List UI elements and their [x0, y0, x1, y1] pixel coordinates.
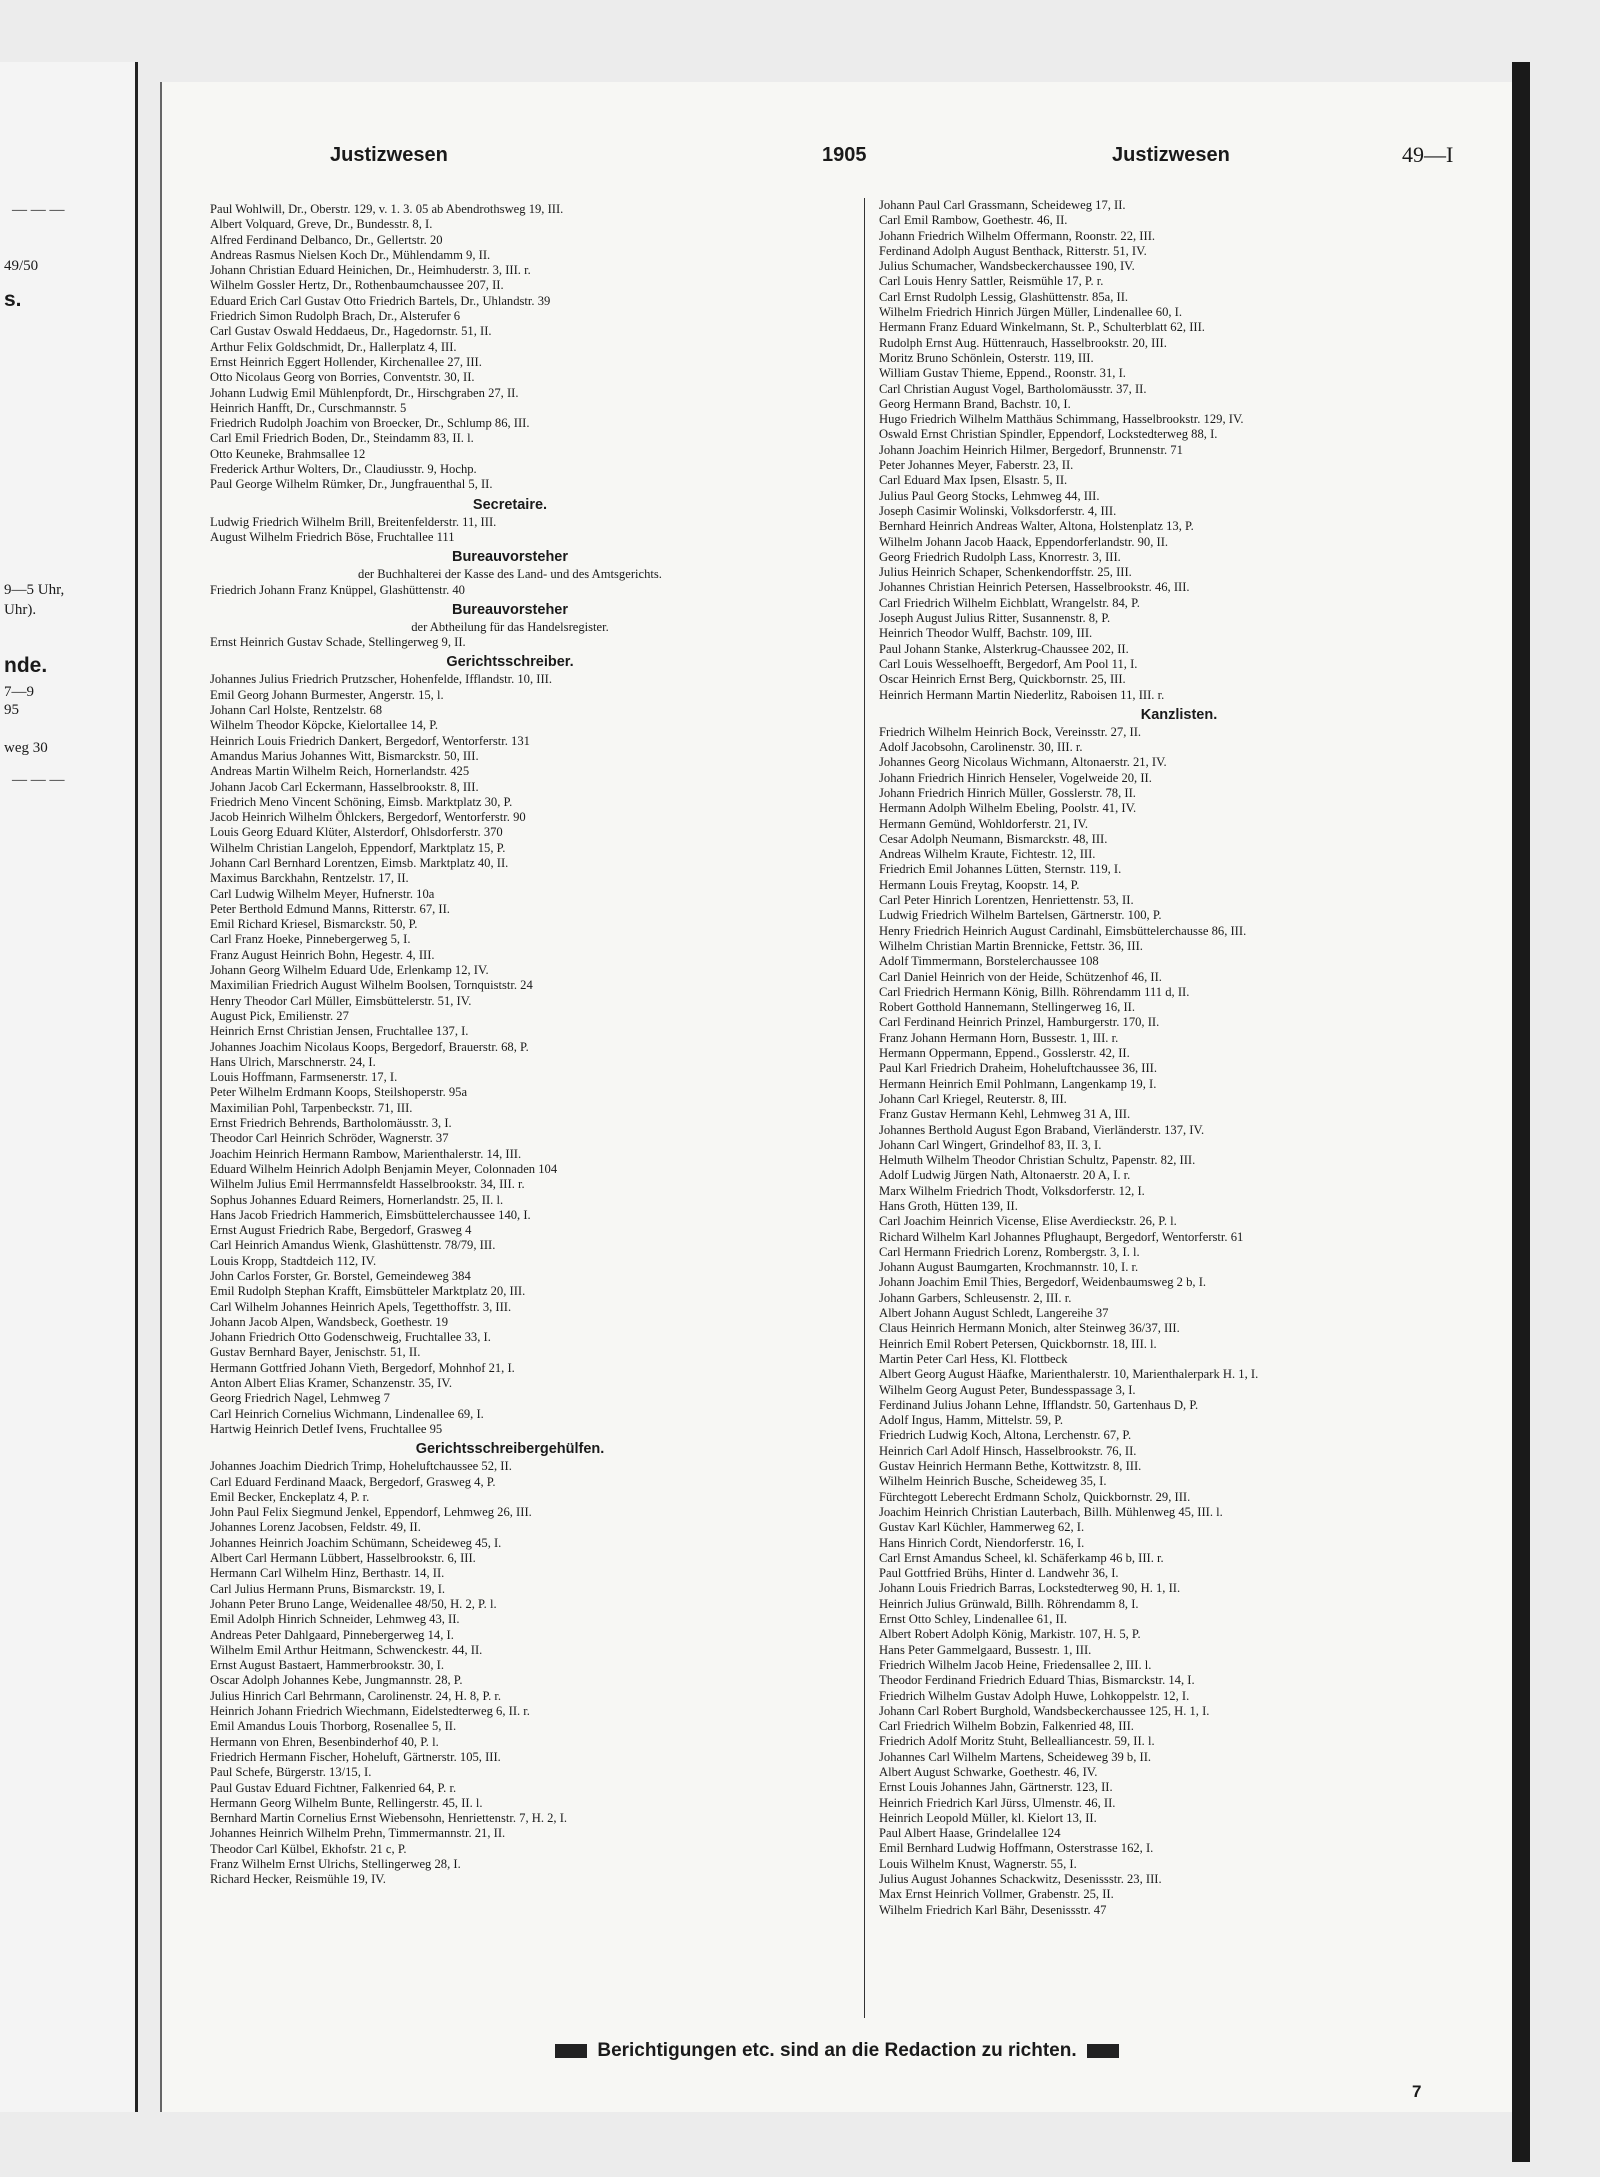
directory-entry: Gustav Bernhard Bayer, Jenischstr. 51, II.: [210, 1345, 421, 1360]
footer-text: Berichtigungen etc. sind an die Redaction zu richten.: [597, 2040, 1077, 2061]
directory-entry: Henry Friedrich Heinrich August Cardinahl, Eimsbüttelerchausse 86, III.: [879, 923, 1247, 938]
directory-entry: Eduard Erich Carl Gustav Otto Friedrich Bartels, Dr., Uhlandstr. 39: [210, 293, 551, 308]
directory-entry: Andreas Martin Wilhelm Reich, Hornerlandstr. 425: [210, 764, 470, 779]
directory-entry: Wilhelm Christian Martin Brennicke, Fettstr. 36, III.: [879, 938, 1143, 953]
directory-entry: Adolf Jacobsohn, Carolinenstr. 30, III. r.: [879, 740, 1083, 755]
directory-entry: Emil Amandus Louis Thorborg, Rosenallee 5, II.: [210, 1719, 457, 1734]
previous-page-strip: [0, 62, 138, 2112]
directory-entry: Ernst August Bastaert, Hammerbrookstr. 30, I.: [210, 1658, 444, 1673]
directory-entry: Claus Heinrich Hermann Monich, alter Steinweg 36/37, III.: [879, 1321, 1180, 1336]
directory-entry: Ernst Louis Johannes Jahn, Gärtnerstr. 123, II.: [879, 1780, 1113, 1795]
directory-entry: Maximilian Pohl, Tarpenbeckstr. 71, III.: [210, 1100, 413, 1115]
directory-entry: Hermann von Ehren, Besenbinderhof 40, P. l.: [210, 1734, 439, 1749]
directory-entry: Theodor Carl Heinrich Schröder, Wagnerstr. 37: [210, 1131, 449, 1146]
directory-entry: Ludwig Friedrich Wilhelm Brill, Breitenfelderstr. 11, III.: [210, 514, 497, 529]
directory-entry: Friedrich Meno Vincent Schöning, Eimsb. Marktplatz 30, P.: [210, 794, 513, 809]
directory-entry: Emil Becker, Enckeplatz 4, P. r.: [210, 1489, 370, 1504]
previous-page-fragment: 7—9: [4, 684, 34, 700]
previous-page-fragment: — — —: [12, 772, 65, 788]
directory-entry: Johann Friedrich Wilhelm Offermann, Roonstr. 22, III.: [879, 228, 1156, 243]
directory-entry: Ernst Heinrich Eggert Hollender, Kirchenallee 27, III.: [210, 354, 482, 369]
directory-entry: Otto Nicolaus Georg von Borries, Conventstr. 30, II.: [210, 370, 475, 385]
directory-entry: Hans Peter Gammelgaard, Bussestr. 1, III.: [879, 1642, 1092, 1657]
previous-page-fragment: s.: [4, 288, 22, 311]
directory-entry: Hermann Heinrich Emil Pohlmann, Langenkamp 19, I.: [879, 1076, 1157, 1091]
directory-entry: Albert Robert Adolph König, Markistr. 107, H. 5, P.: [879, 1627, 1141, 1642]
directory-entry: Paul Gottfried Brühs, Hinter d. Landwehr 36, I.: [879, 1566, 1119, 1581]
previous-page-fragment: nde.: [4, 654, 48, 677]
directory-entry: Heinrich Emil Robert Petersen, Quickbornstr. 18, III. l.: [879, 1336, 1157, 1351]
directory-entry: Johann Jacob Carl Eckermann, Hasselbrookstr. 8, III.: [210, 779, 479, 794]
directory-entry: Julius Heinrich Schaper, Schenkendorffstr. 25, III.: [879, 565, 1132, 580]
directory-entry: Louis Hoffmann, Farmsenerstr. 17, I.: [210, 1070, 398, 1085]
directory-entry: Carl Friedrich Hermann König, Billh. Röhrendamm 111 d, II.: [879, 984, 1190, 999]
directory-entry: Maximilian Friedrich August Wilhelm Boolsen, Tornquiststr. 24: [210, 978, 533, 993]
directory-entry: Julius August Johannes Schackwitz, Desenissstr. 23, III.: [879, 1872, 1162, 1887]
directory-entry: Albert Carl Hermann Lübbert, Hasselbrookstr. 6, III.: [210, 1551, 476, 1566]
directory-entry: Johann Carl Holste, Rentzelstr. 68: [210, 703, 383, 718]
directory-entry: Wilhelm Christian Langeloh, Eppendorf, Marktplatz 15, P.: [210, 840, 506, 855]
directory-entry: Johann Christian Eduard Heinichen, Dr., Heimhuderstr. 3, III. r.: [210, 263, 531, 278]
directory-entry: Andreas Peter Dahlgaard, Pinnebergerweg 14, I.: [210, 1627, 454, 1642]
directory-entry: Carl Wilhelm Johannes Heinrich Apels, Tegetthoffstr. 3, III.: [210, 1299, 512, 1314]
directory-entry: Emil Bernhard Ludwig Hoffmann, Osterstrasse 162, I.: [879, 1841, 1154, 1856]
directory-entry: Louis Kropp, Stadtdeich 112, IV.: [210, 1253, 377, 1268]
directory-entry: Adolf Ludwig Jürgen Nath, Altonaerstr. 20 A, I. r.: [879, 1168, 1131, 1183]
header-right-title: Justizwesen: [1112, 144, 1230, 166]
directory-entry: Paul Johann Stanke, Alsterkrug-Chaussee 202, II.: [879, 641, 1129, 656]
directory-entry: Johannes Heinrich Wilhelm Prehn, Timmermannstr. 21, II.: [210, 1826, 506, 1841]
directory-entry: Rudolph Ernst Aug. Hüttenrauch, Hasselbrookstr. 20, III.: [879, 335, 1167, 350]
directory-entry: Emil Rudolph Stephan Krafft, Eimsbütteler Marktplatz 20, III.: [210, 1284, 526, 1299]
previous-page-fragment: weg 30: [4, 740, 48, 756]
directory-entry: Johann Peter Bruno Lange, Weidenallee 48/50, H. 2, P. l.: [210, 1596, 497, 1611]
directory-entry: Hans Ulrich, Marschnerstr. 24, I.: [210, 1054, 376, 1069]
directory-entry: Amandus Marius Johannes Witt, Bismarckstr. 50, III.: [210, 748, 479, 763]
directory-entry: Carl Louis Wesselhoefft, Bergedorf, Am Pool 11, I.: [879, 656, 1138, 671]
directory-entry: Wilhelm Heinrich Busche, Scheideweg 35, I.: [879, 1474, 1107, 1489]
directory-entry: Albert Georg August Häafke, Marienthalerstr. 10, Marienthalerpark H. 1, I.: [879, 1367, 1259, 1382]
directory-entry: Helmuth Wilhelm Theodor Christian Schultz, Papenstr. 82, III.: [879, 1153, 1196, 1168]
directory-entry: August Wilhelm Friedrich Böse, Fruchtallee 111: [210, 529, 455, 544]
directory-entry: Johann Paul Carl Grassmann, Scheideweg 17, II.: [879, 198, 1126, 212]
directory-entry: Johannes Julius Friedrich Prutzscher, Hohenfelde, Ifflandstr. 10, III.: [210, 672, 553, 687]
directory-entry: Carl Joachim Heinrich Vicense, Elise Averdieckstr. 26, P. l.: [879, 1214, 1177, 1229]
directory-entry: Carl Heinrich Amandus Wienk, Glashüttenstr. 78/79, III.: [210, 1238, 496, 1253]
directory-entry: Johann Garbers, Schleusenstr. 2, III. r.: [879, 1290, 1072, 1305]
directory-entry: Julius Paul Georg Stocks, Lehmweg 44, III.: [879, 488, 1100, 503]
directory-entry: Ludwig Friedrich Wilhelm Bartelsen, Gärtnerstr. 100, P.: [879, 908, 1162, 923]
directory-entry: Hans Hinrich Cordt, Niendorferstr. 16, I.: [879, 1535, 1085, 1550]
directory-entry: Heinrich Julius Grünwald, Billh. Röhrendamm 8, I.: [879, 1596, 1139, 1611]
directory-entry: Carl Peter Hinrich Lorentzen, Henriettenstr. 53, II.: [879, 893, 1134, 908]
section-heading: Bureauvorsteher: [451, 601, 569, 618]
directory-entry: Albert August Schwarke, Goethestr. 46, IV.: [879, 1764, 1098, 1779]
directory-entry: Adolf Timmermann, Borstelerchaussee 108: [879, 954, 1099, 969]
directory-entry: Carl Louis Henry Sattler, Reismühle 17, P. r.: [879, 274, 1104, 289]
directory-entry: Friedrich Rudolph Joachim von Broecker, Dr., Schlump 86, III.: [210, 416, 530, 431]
directory-entry: Hermann Georg Wilhelm Bunte, Rellingerstr. 45, II. l.: [210, 1795, 483, 1810]
directory-entry: Julius Hinrich Carl Behrmann, Carolinenstr. 24, H. 8, P. r.: [210, 1688, 502, 1703]
section-subheading: der Abtheilung für das Handelsregister.: [411, 619, 609, 634]
directory-entry: Georg Friedrich Rudolph Lass, Knorrestr. 3, III.: [879, 549, 1121, 564]
section-heading: Gerichtsschreibergehülfen.: [415, 1441, 605, 1458]
directory-entry: Ernst Otto Schley, Lindenallee 61, II.: [879, 1612, 1068, 1627]
directory-entry: Paul Albert Haase, Grindelallee 124: [879, 1826, 1061, 1841]
previous-page-fragment: 9—5 Uhr,: [4, 582, 65, 598]
directory-entry: Julius Schumacher, Wandsbeckerchaussee 190, IV.: [879, 259, 1135, 274]
directory-entry: Johann Friedrich Hinrich Henseler, Vogelweide 20, II.: [879, 770, 1152, 785]
directory-entry: Johann August Baumgarten, Krochmannstr. 10, I. r.: [879, 1260, 1139, 1275]
directory-entry: Marx Wilhelm Friedrich Thodt, Volksdorferstr. 12, I.: [879, 1183, 1145, 1198]
directory-entry: Johannes Joachim Nicolaus Koops, Bergedorf, Brauerstr. 68, P.: [210, 1039, 529, 1054]
directory-entry: Carl Eduard Max Ipsen, Elsastr. 5, II.: [879, 473, 1068, 488]
page-number: 7: [1412, 2082, 1422, 2101]
directory-entry: Carl Ernst Amandus Scheel, kl. Schäferkamp 46 b, III. r.: [879, 1550, 1164, 1565]
directory-entry: Johann Joachim Heinrich Hilmer, Bergedorf, Brunnenstr. 71: [879, 442, 1183, 457]
directory-entry: Sophus Johannes Eduard Reimers, Hornerlandstr. 25, II. l.: [210, 1192, 504, 1207]
directory-entry: Adolf Ingus, Hamm, Mittelstr. 59, P.: [879, 1413, 1064, 1428]
directory-entry: Oscar Heinrich Ernst Berg, Quickbornstr. 25, III.: [879, 672, 1126, 687]
section-heading: Kanzlisten.: [1140, 706, 1218, 723]
directory-entry: Carl Christian August Vogel, Bartholomäusstr. 37, II.: [879, 381, 1147, 396]
directory-entry: Hans Groth, Hütten 139, II.: [879, 1199, 1018, 1213]
directory-entry: Max Ernst Heinrich Vollmer, Grabenstr. 25, II.: [879, 1887, 1114, 1902]
directory-entry: Carl Ferdinand Heinrich Prinzel, Hamburgerstr. 170, II.: [879, 1015, 1160, 1030]
left-column: [210, 202, 810, 1888]
directory-entry: Ferdinand Adolph August Benthack, Ritterstr. 51, IV.: [879, 243, 1147, 258]
header-year: 1905: [822, 144, 867, 166]
directory-entry: Friedrich Simon Rudolph Brach, Dr., Alsterufer 6: [210, 309, 461, 324]
directory-entry: Johannes Christian Heinrich Petersen, Hasselbrookstr. 46, III.: [879, 580, 1190, 595]
directory-entry: Henry Theodor Carl Müller, Eimsbüttelerstr. 51, IV.: [210, 993, 472, 1008]
directory-entry: Johann Carl Kriegel, Reuterstr. 8, III.: [879, 1091, 1067, 1106]
directory-entry: Johann Louis Friedrich Barras, Lockstedterweg 90, H. 1, II.: [879, 1581, 1181, 1596]
directory-entry: Wilhelm Theodor Köpcke, Kielortallee 14, P.: [210, 718, 438, 733]
directory-entry: Joseph August Julius Ritter, Susannenstr. 8, P.: [879, 611, 1111, 626]
directory-entry: Carl Eduard Ferdinand Maack, Bergedorf, Grasweg 4, P.: [210, 1474, 496, 1489]
directory-entry: Paul Gustav Eduard Fichtner, Falkenried 64, P. r.: [210, 1780, 457, 1795]
directory-entry: Carl Hermann Friedrich Lorenz, Rombergstr. 3, I. l.: [879, 1244, 1140, 1259]
directory-entry: Carl Ernst Rudolph Lessig, Glashüttenstr. 85a, II.: [879, 289, 1129, 304]
directory-entry: Ernst Friedrich Behrends, Bartholomäusstr. 3, I.: [210, 1116, 452, 1131]
directory-entry: Joachim Heinrich Hermann Rambow, Marienthalerstr. 14, III.: [210, 1146, 522, 1161]
directory-entry: Heinrich Johann Friedrich Wiechmann, Eidelstedterweg 6, II. r.: [210, 1704, 530, 1719]
directory-entry: Hermann Louis Freytag, Koopstr. 14, P.: [879, 877, 1080, 892]
directory-entry: Theodor Ferdinand Friedrich Eduard Thias, Bismarckstr. 14, I.: [879, 1673, 1195, 1688]
directory-entry: Hermann Oppermann, Eppend., Gosslerstr. 42, II.: [879, 1046, 1130, 1061]
directory-entry: Hermann Gottfried Johann Vieth, Bergedorf, Mohnhof 21, I.: [210, 1360, 515, 1375]
directory-entry: Jacob Heinrich Wilhelm Öhlckers, Bergedorf, Wentorferstr. 90: [210, 810, 526, 825]
footer-notice: [162, 2040, 1512, 2062]
directory-entry: Heinrich Theodor Wulff, Bachstr. 109, III.: [879, 626, 1093, 641]
directory-entry: Heinrich Friedrich Karl Jürss, Ulmenstr. 46, II.: [879, 1795, 1116, 1810]
directory-entry: Johann Jacob Alpen, Wandsbeck, Goethestr. 19: [210, 1314, 448, 1329]
directory-entry: Robert Gotthold Hannemann, Stellingerweg 16, II.: [879, 1000, 1136, 1015]
directory-entry: Eduard Wilhelm Heinrich Adolph Benjamin Meyer, Colonnaden 104: [210, 1161, 558, 1176]
directory-entry: Emil Georg Johann Burmester, Angerstr. 15, l.: [210, 687, 444, 702]
directory-entry: Moritz Bruno Schönlein, Osterstr. 119, III.: [879, 350, 1094, 365]
directory-entry: Richard Hecker, Reismühle 19, IV.: [210, 1872, 386, 1887]
directory-entry: Peter Berthold Edmund Manns, Ritterstr. 67, II.: [210, 901, 450, 916]
previous-page-fragment: Uhr).: [4, 602, 37, 618]
directory-entry: John Paul Felix Siegmund Jenkel, Eppendorf, Lehmweg 26, III.: [210, 1505, 532, 1520]
directory-entry: Hermann Franz Eduard Winkelmann, St. P., Schulterblatt 62, III.: [879, 320, 1205, 335]
directory-entry: Johannes Heinrich Joachim Schümann, Scheideweg 45, I.: [210, 1535, 502, 1550]
directory-entry: Bernhard Heinrich Andreas Walter, Altona, Holstenplatz 13, P.: [879, 519, 1194, 534]
directory-entry: Joseph Casimir Wolinski, Volksdorferstr. 4, III.: [879, 503, 1117, 518]
directory-entry: Friedrich Ludwig Koch, Altona, Lerchenstr. 67, P.: [879, 1428, 1132, 1443]
directory-entry: Franz Wilhelm Ernst Ulrichs, Stellingerweg 28, I.: [210, 1856, 461, 1871]
directory-entry: Wilhelm Friedrich Karl Bähr, Desenissstr. 47: [879, 1902, 1107, 1917]
directory-entry: Hugo Friedrich Wilhelm Matthäus Schimmang, Hasselbrookstr. 129, IV.: [879, 412, 1244, 427]
directory-entry: Fürchtegott Leberecht Erdmann Scholz, Quickbornstr. 29, III.: [879, 1489, 1191, 1504]
directory-entry: Heinrich Carl Adolf Hinsch, Hasselbrookstr. 76, II.: [879, 1443, 1137, 1458]
page-edge-shadow: [1512, 62, 1530, 2162]
directory-entry: Friedrich Wilhelm Heinrich Bock, Vereinsstr. 27, II.: [879, 724, 1142, 739]
directory-entry: Bernhard Martin Cornelius Ernst Wiebensohn, Henriettenstr. 7, H. 2, I.: [210, 1811, 568, 1826]
previous-page-fragment: 49/50: [4, 258, 39, 274]
directory-entry: Franz Johann Hermann Horn, Bussestr. 1, III. r.: [879, 1030, 1119, 1045]
directory-entry: Heinrich Ernst Christian Jensen, Fruchtallee 137, I.: [210, 1024, 469, 1039]
section-subheading: der Buchhalterei der Kasse des Land- und des Amtsgerichts.: [358, 567, 662, 582]
directory-entry: Hartwig Heinrich Detlef Ivens, Fruchtallee 95: [210, 1421, 443, 1436]
directory-entry: Carl Franz Hoeke, Pinnebergerweg 5, I.: [210, 932, 411, 947]
directory-entry: Johannes Carl Wilhelm Martens, Scheideweg 39 b, II.: [879, 1749, 1152, 1764]
directory-entry: Hermann Gemünd, Wohldorferstr. 21, IV.: [879, 816, 1089, 831]
directory-entry: Franz Gustav Hermann Kehl, Lehmweg 31 A, III.: [879, 1107, 1131, 1122]
directory-entry: Andreas Rasmus Nielsen Koch Dr., Mühlendamm 9, II.: [210, 247, 491, 262]
directory-entry: Otto Keuneke, Brahmsallee 12: [210, 446, 366, 461]
directory-entry: Friedrich Emil Johannes Lütten, Sternstr. 119, I.: [879, 862, 1122, 877]
directory-entry: Heinrich Leopold Müller, kl. Kielort 13, II.: [879, 1810, 1097, 1825]
directory-entry: Friedrich Hermann Fischer, Hoheluft, Gärtnerstr. 105, III.: [210, 1749, 501, 1764]
directory-entry: Johann Carl Wingert, Grindelhof 83, II. 3, I.: [879, 1137, 1102, 1152]
header-left-title: Justizwesen: [330, 144, 448, 166]
directory-entry: Wilhelm Gossler Hertz, Dr., Rothenbaumchaussee 207, II.: [210, 278, 504, 293]
directory-entry: Carl Julius Hermann Pruns, Bismarckstr. 19, I.: [210, 1581, 446, 1596]
directory-entry: Johann Friedrich Otto Godenschweig, Fruchtallee 33, I.: [210, 1330, 491, 1345]
directory-entry: Richard Wilhelm Karl Johannes Pflughaupt, Bergedorf, Wentorferstr. 61: [879, 1229, 1244, 1244]
directory-entry: Friedrich Wilhelm Jacob Heine, Friedensallee 2, III. l.: [879, 1657, 1152, 1672]
directory-entry: Carl Emil Friedrich Boden, Dr., Steindamm 83, II. l.: [210, 431, 474, 446]
directory-entry: Johannes Berthold August Egon Braband, Vierländerstr. 137, IV.: [879, 1122, 1205, 1137]
directory-entry: Heinrich Hanfft, Dr., Curschmannstr. 5: [210, 400, 407, 415]
directory-entry: Wilhelm Georg August Peter, Bundesspassage 3, I.: [879, 1382, 1136, 1397]
directory-entry: Heinrich Louis Friedrich Dankert, Bergedorf, Wentorferstr. 131: [210, 733, 530, 748]
directory-entry: Hans Jacob Friedrich Hammerich, Eimsbüttelerchaussee 140, I.: [210, 1207, 531, 1222]
directory-entry: Ernst Heinrich Gustav Schade, Stellingerweg 9, II.: [210, 635, 466, 650]
directory-entry: Maximus Barckhahn, Rentzelstr. 17, II.: [210, 871, 409, 886]
directory-entry: Theodor Carl Külbel, Ekhofstr. 21 c, P.: [210, 1841, 407, 1856]
directory-entry: Gustav Heinrich Hermann Bethe, Kottwitzstr. 8, III.: [879, 1459, 1142, 1474]
directory-entry: Wilhelm Emil Arthur Heitmann, Schwenckestr. 44, II.: [210, 1642, 483, 1657]
directory-entry: Carl Friedrich Wilhelm Bobzin, Falkenried 48, III.: [879, 1719, 1134, 1734]
directory-entry: Paul Schefe, Bürgerstr. 13/15, I.: [210, 1765, 372, 1780]
section-heading: Secretaire.: [472, 496, 548, 513]
directory-entry: Frederick Arthur Wolters, Dr., Claudiusstr. 9, Hochp.: [210, 462, 477, 477]
directory-entry: Carl Daniel Heinrich von der Heide, Schützenhof 46, II.: [879, 969, 1162, 984]
directory-entry: Johann Friedrich Hinrich Müller, Gosslerstr. 78, II.: [879, 785, 1136, 800]
directory-entry: Anton Albert Elias Kramer, Schanzenstr. 35, IV.: [210, 1376, 452, 1391]
directory-entry: John Carlos Forster, Gr. Borstel, Gemeindeweg 384: [210, 1269, 471, 1283]
directory-entry: Carl Emil Rambow, Goethestr. 46, II.: [879, 213, 1068, 228]
directory-entry: Hermann Adolph Wilhelm Ebeling, Poolstr. 41, IV.: [879, 801, 1137, 816]
directory-entry: Ernst August Friedrich Rabe, Bergedorf, Grasweg 4: [210, 1223, 472, 1238]
previous-page-fragment: — — —: [12, 202, 65, 218]
section-heading: Gerichtsschreiber.: [446, 654, 574, 671]
directory-entry: August Pick, Emilienstr. 27: [210, 1008, 349, 1023]
right-column: [864, 198, 1479, 2018]
directory-entry: Carl Ludwig Wilhelm Meyer, Hufnerstr. 10a: [210, 886, 435, 901]
header-page-ref: 49—I: [1402, 142, 1454, 167]
previous-page-fragment: 95: [4, 702, 19, 718]
directory-entry: Friedrich Adolf Moritz Stuht, Bellealliancestr. 59, II. l.: [879, 1734, 1155, 1749]
directory-entry: Friedrich Johann Franz Knüppel, Glashüttenstr. 40: [210, 582, 465, 597]
directory-entry: Oscar Adolph Johannes Kebe, Jungmannstr. 28, P.: [210, 1673, 463, 1688]
directory-entry: Peter Johannes Meyer, Faberstr. 23, II.: [879, 458, 1074, 473]
directory-entry: Arthur Felix Goldschmidt, Dr., Hallerplatz 4, III.: [210, 339, 457, 354]
directory-page: [160, 82, 1512, 2112]
directory-entry: Paul George Wilhelm Rümker, Dr., Jungfrauenthal 5, II.: [210, 477, 493, 492]
directory-entry: Louis Wilhelm Knust, Wagnerstr. 55, I.: [879, 1856, 1077, 1871]
directory-entry: Alfred Ferdinand Delbanco, Dr., Gellertstr. 20: [210, 232, 443, 247]
directory-entry: Paul Karl Friedrich Draheim, Hoheluftchaussee 36, III.: [879, 1061, 1158, 1076]
directory-entry: Ferdinand Julius Johann Lehne, Ifflandstr. 50, Gartenhaus D, P.: [879, 1397, 1199, 1412]
directory-entry: Franz August Heinrich Bohn, Hegestr. 4, III.: [210, 947, 435, 962]
directory-entry: Peter Wilhelm Erdmann Koops, Steilshoperstr. 95a: [210, 1085, 468, 1100]
directory-entry: Andreas Wilhelm Kraute, Fichtestr. 12, III.: [879, 847, 1096, 862]
directory-entry: William Gustav Thieme, Eppend., Roonstr. 31, I.: [879, 366, 1126, 381]
directory-entry: Cesar Adolph Neumann, Bismarckstr. 48, III.: [879, 831, 1108, 846]
directory-entry: Johannes Georg Nicolaus Wichmann, Altonaerstr. 21, IV.: [879, 755, 1167, 770]
directory-entry: Gustav Karl Küchler, Hammerweg 62, I.: [879, 1520, 1085, 1535]
directory-entry: Carl Gustav Oswald Heddaeus, Dr., Hagedornstr. 51, II.: [210, 324, 492, 339]
directory-entry: Wilhelm Julius Emil Herrmannsfeldt Hasselbrookstr. 34, III. r.: [210, 1177, 525, 1192]
directory-entry: Friedrich Wilhelm Gustav Adolph Huwe, Lohkoppelstr. 12, I.: [879, 1688, 1190, 1703]
directory-entry: Martin Peter Carl Hess, Kl. Flottbeck: [879, 1351, 1068, 1366]
directory-entry: Carl Friedrich Wilhelm Eichblatt, Wrangelstr. 84, P.: [879, 595, 1140, 610]
directory-entry: Johann Georg Wilhelm Eduard Ude, Erlenkamp 12, IV.: [210, 963, 489, 978]
section-heading: Bureauvorsteher: [451, 549, 569, 566]
pointing-hand-icon: [555, 2044, 587, 2058]
directory-entry: Paul Wohlwill, Dr., Oberstr. 129, v. 1. 3. 05 ab Abendrothsweg 19, III.: [210, 202, 564, 216]
directory-entry: Johann Carl Bernhard Lorentzen, Eimsb. Marktplatz 40, II.: [210, 855, 509, 870]
directory-entry: Oswald Ernst Christian Spindler, Eppendorf, Lockstedterweg 88, I.: [879, 427, 1218, 442]
directory-entry: Johann Joachim Emil Thies, Bergedorf, Weidenbaumsweg 2 b, I.: [879, 1275, 1207, 1290]
directory-entry: Louis Georg Eduard Klüter, Alsterdorf, Ohlsdorferstr. 370: [210, 825, 503, 840]
directory-entry: Albert Johann August Schledt, Langereihe 37: [879, 1306, 1109, 1321]
directory-entry: Georg Hermann Brand, Bachstr. 10, I.: [879, 396, 1071, 411]
directory-entry: Albert Volquard, Greve, Dr., Bundesstr. 8, I.: [210, 217, 433, 232]
directory-entry: Carl Heinrich Cornelius Wichmann, Lindenallee 69, I.: [210, 1406, 484, 1421]
directory-entry: Emil Adolph Hinrich Schneider, Lehmweg 43, II.: [210, 1612, 460, 1627]
directory-entry: Wilhelm Johann Jacob Haack, Eppendorferlandstr. 90, II.: [879, 534, 1169, 549]
directory-entry: Joachim Heinrich Christian Lauterbach, Billh. Mühlenweg 45, III. l.: [879, 1504, 1223, 1519]
directory-entry: Johannes Lorenz Jacobsen, Feldstr. 49, II.: [210, 1520, 421, 1535]
directory-entry: Johann Ludwig Emil Mühlenpfordt, Dr., Hirschgraben 27, II.: [210, 385, 519, 400]
directory-entry: Johann Carl Robert Burghold, Wandsbeckerchaussee 125, H. 1, I.: [879, 1703, 1210, 1718]
directory-entry: Hermann Carl Wilhelm Hinz, Berthastr. 14, II.: [210, 1566, 445, 1581]
directory-entry: Johannes Joachim Diedrich Trimp, Hoheluftchaussee 52, II.: [210, 1459, 512, 1474]
pointing-hand-icon: [1087, 2044, 1119, 2058]
directory-entry: Wilhelm Friedrich Hinrich Jürgen Müller, Lindenallee 60, I.: [879, 305, 1183, 320]
running-header: [162, 144, 1512, 178]
directory-entry: Emil Richard Kriesel, Bismarckstr. 50, P.: [210, 917, 418, 932]
directory-entry: Georg Friedrich Nagel, Lehmweg 7: [210, 1391, 390, 1406]
directory-entry: Heinrich Hermann Martin Niederlitz, Raboisen 11, III. r.: [879, 687, 1165, 702]
